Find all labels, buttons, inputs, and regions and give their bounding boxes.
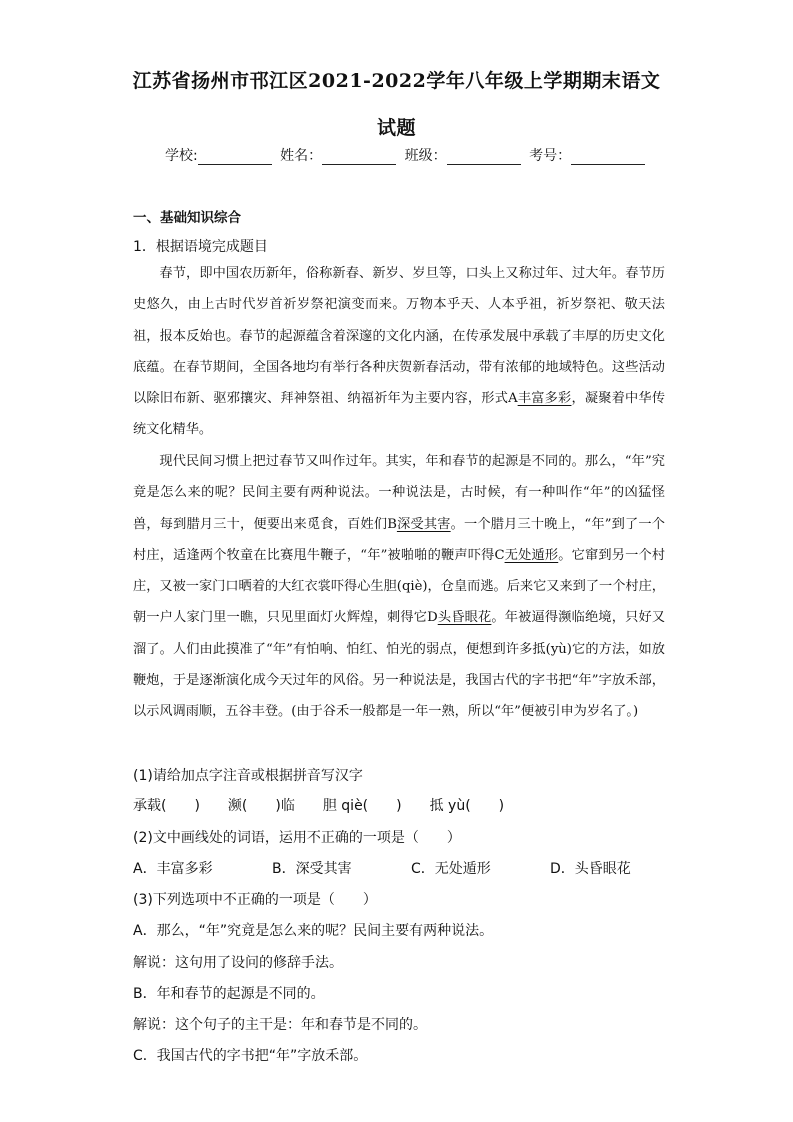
question-1-title: 1．根据语境完成题目 [133, 239, 268, 255]
option-c-text[interactable]: C．我国古代的字书把“年”字放禾部。 [133, 1048, 368, 1064]
passage-text: 春节，即中国农历新年，俗称新春、新岁、岁旦等，口头上又称过年、过大年。春节历史悠久，由上古时代岁首祈岁祭祀演变而来。万物本乎天、人本乎祖，祈岁祭祀、敬天法祖，报本反始也。春节的起源蕴含着深邃的文化内涵，在传承发展中承载了丰厚的历史文化底蕴。在春节期间，全国各地均有举行各种庆贺新春活动，带有浓郁的地域特色。这些活动以除旧布新、驱邪攘灾、拜神祭祖、纳福祈年为主要内容，形式A [133, 266, 665, 407]
school-label: 学校: [165, 148, 198, 164]
name-field[interactable] [322, 149, 396, 165]
name-label: 姓名： [280, 148, 323, 164]
subquestion-2: (2)文中画线处的词语，运用不正确的一项是（ ） [133, 830, 461, 846]
page-title-cont: 试题 [376, 117, 416, 139]
number-field[interactable] [571, 149, 645, 165]
option-b-text[interactable]: B．年和春节的起源是不同的。 [133, 986, 325, 1002]
underlined-phrase-c: 无处遁形 [504, 547, 559, 563]
option-a-text[interactable]: A．那么，“年”究竟是怎么来的呢？民间主要有两种说法。 [133, 923, 494, 939]
passage-text: 现代民间习惯上把过春节又叫作过年。其实，年和春节的起源是不同的。那么，“年”究竟是怎么来的呢？民间主要有两种说法。一种说法是，古时候，有一种叫作“年”的凶猛怪兽，每到腊月三十，便要出来觅食，百姓们B [133, 454, 665, 532]
student-info-row [165, 145, 645, 165]
subquestion-2-options [133, 858, 673, 878]
subquestion-3: (3)下列选项中不正确的一项是（ ） [133, 892, 377, 908]
passage-paragraph-1 [133, 258, 665, 446]
passage-text: ，凝聚着中华传统文化精华。 [133, 391, 666, 438]
underlined-phrase-b: 深受其害 [396, 516, 451, 532]
page-title: 江苏省扬州市邗江区2021-2022学年八年级上学期期末语文 [132, 70, 661, 92]
school-field[interactable] [198, 149, 272, 165]
section-heading: 一、基础知识综合 [133, 210, 241, 226]
option-c[interactable]: C．无处遁形 [411, 861, 491, 877]
passage-text: 。年被逼得濒临绝境，只好又溜了。人们由此摸准了“年”有怕响、怕红、怕光的弱点，便想到许多抵(yù)它的方法，如放鞭炮，于是逐渐演化成今天过年的风俗。另一种说法是，我国古代的字书把“年”字放禾部，以示风调雨顺，五谷丰登。(由于谷禾一般都是一年一熟，所以“年”便被引申为岁名了。) [133, 610, 666, 720]
option-d[interactable]: D．头昏眼花 [550, 861, 631, 877]
subquestion-1: (1)请给加点字注音或根据拼音写汉字 [133, 768, 363, 784]
option-b-explanation: 解说：这个句子的主干是：年和春节是不同的。 [133, 1017, 427, 1033]
option-a[interactable]: A．丰富多彩 [133, 861, 213, 877]
class-label: 班级： [404, 148, 447, 164]
subquestion-1-items: 承载( ) 濒( )临 胆 qiè( ) 抵 yù( ) [133, 798, 505, 814]
option-a-explanation: 解说：这句用了设问的修辞手法。 [133, 955, 343, 971]
passage-text: 。一个腊月三十晚上，“年”到了一个村庄，适逢两个牧童在比赛甩牛鞭子，“年”被啪啪的鞭声吓得C [133, 516, 665, 563]
underlined-phrase-d: 头昏眼花 [437, 610, 492, 626]
option-b[interactable]: B．深受其害 [272, 861, 352, 877]
passage-text: 。它窜到另一个村庄，又被一家门口晒着的大红衣裳吓得心生胆(qiè)，仓皇而逃。后来它又来到了一个村庄，朝一户人家门里一瞧，只见里面灯火辉煌，刺得它D [133, 547, 666, 626]
passage-paragraph-2 [133, 446, 665, 728]
underlined-phrase-a: 丰富多彩 [517, 391, 572, 407]
class-field[interactable] [447, 149, 521, 165]
number-label: 考号： [529, 148, 572, 164]
